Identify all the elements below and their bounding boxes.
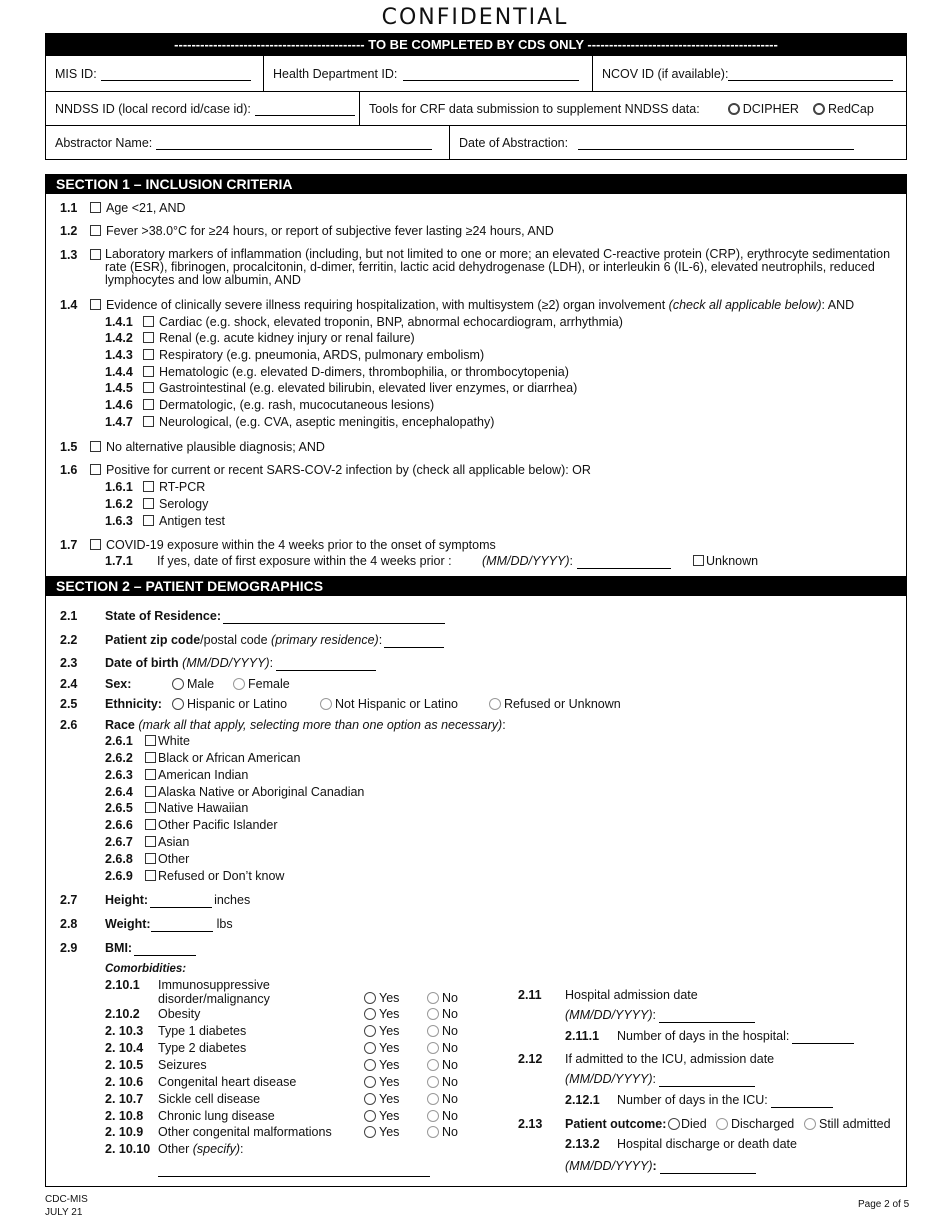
cds-banner: -------------------------------------------- TO BE COMPLETED BY CDS ONLY -------------------------------------------- <box>46 34 906 56</box>
comorbidity-label: Type 1 diabetes <box>158 1024 247 1038</box>
comorbidity-other-label: Other (specify): <box>158 1142 244 1156</box>
yes-radio[interactable] <box>364 1126 376 1138</box>
comorbidity-yes[interactable]: Yes <box>364 1041 399 1056</box>
item-num: 2.7 <box>60 893 78 907</box>
checkbox[interactable] <box>143 498 154 509</box>
test-antigen[interactable]: Antigen test <box>143 514 225 529</box>
still-admitted-radio[interactable] <box>804 1118 816 1130</box>
outcome-still-admitted-option[interactable]: Still admitted <box>804 1117 891 1132</box>
item-num: 2.12.1 <box>565 1093 600 1107</box>
checkbox[interactable] <box>145 870 156 881</box>
section1-header: SECTION 1 – INCLUSION CRITERIA <box>45 174 907 194</box>
form-date: JULY 21 <box>45 1207 83 1218</box>
no-radio[interactable] <box>427 1126 439 1138</box>
cds-section <box>45 33 907 160</box>
days-icu-field[interactable] <box>771 1094 833 1108</box>
criterion-fever[interactable]: Fever >38.0°C for ≥24 hours, or report of subjective fever lasting ≥24 hours, AND <box>90 224 554 239</box>
item-num: 2.3 <box>60 656 78 670</box>
no-radio[interactable] <box>427 1059 439 1071</box>
comorbidities-title: Comorbidities: <box>105 963 187 975</box>
criterion-age[interactable]: Age <21, AND <box>90 201 186 216</box>
checkbox[interactable] <box>143 481 154 492</box>
sex-male-option[interactable]: Male <box>172 677 214 692</box>
no-radio[interactable] <box>427 1025 439 1037</box>
checkbox[interactable] <box>90 441 101 452</box>
mis-id-field[interactable] <box>101 67 251 81</box>
race-option[interactable]: Refused or Don’t know <box>145 869 284 884</box>
redcap-radio[interactable] <box>813 103 825 115</box>
organ-neurological[interactable]: Neurological, (e.g. CVA, aseptic meningitis, encephalopathy) <box>143 415 494 430</box>
state-residence: State of Residence: <box>105 609 445 624</box>
no-radio[interactable] <box>427 1076 439 1088</box>
no-radio[interactable] <box>427 992 439 1004</box>
item-num: 1.4.6 <box>105 398 133 412</box>
item-num: 2. 10.3 <box>105 1024 144 1038</box>
item-num: 2.6.9 <box>105 869 133 883</box>
comorbidity-no[interactable]: No <box>427 1007 458 1022</box>
item-num: 1.4.2 <box>105 331 133 345</box>
dob-field[interactable] <box>276 657 376 671</box>
section2-header: SECTION 2 – PATIENT DEMOGRAPHICS <box>45 576 907 596</box>
comorbidity-yes[interactable]: Yes <box>364 1007 399 1022</box>
ncov-id-field[interactable] <box>728 67 893 81</box>
discharge-label: Hospital discharge or death date <box>617 1137 797 1151</box>
exposure-date-field[interactable] <box>577 555 671 569</box>
height: Height: inches <box>105 893 251 907</box>
abstractor-label: Abstractor Name: <box>55 135 153 150</box>
bmi-field[interactable] <box>134 942 196 956</box>
not-hispanic-radio[interactable] <box>320 698 332 710</box>
admission-label: Hospital admission date <box>565 988 698 1002</box>
criterion-severe-illness[interactable]: Evidence of clinically severe illness requiring hospitalization, with multisystem (≥2) organ involvement (check all applicable below): AND <box>90 298 854 313</box>
yes-radio[interactable] <box>364 1059 376 1071</box>
item-num: 2.10.2 <box>105 1007 140 1021</box>
item-num: 1.4.4 <box>105 365 133 379</box>
icu-label: If admitted to the ICU, admission date <box>565 1052 775 1066</box>
comorbidity-no[interactable]: No <box>427 1024 458 1039</box>
yes-radio[interactable] <box>364 1093 376 1105</box>
item-num: 1.4.5 <box>105 381 133 395</box>
no-radio[interactable] <box>427 1093 439 1105</box>
item-num: 1.2 <box>60 224 78 238</box>
race-label: Race (mark all that apply, selecting more than one option as necessary): <box>105 718 506 732</box>
exposure-unknown[interactable]: Unknown <box>693 554 758 569</box>
female-radio[interactable] <box>233 678 245 690</box>
item-num: 1.7.1 <box>105 554 133 568</box>
item-num: 2.1 <box>60 609 78 623</box>
item-num: 2.4 <box>60 677 78 691</box>
days-icu: Number of days in the ICU: <box>617 1093 833 1108</box>
race-option[interactable]: Black or African American <box>145 751 300 766</box>
item-num: 1.6.2 <box>105 497 133 511</box>
organ-gastrointestinal[interactable]: Gastrointestinal (e.g. elevated bilirubin, elevated liver enzymes, or diarrhea) <box>143 381 577 396</box>
checkbox[interactable] <box>145 735 156 746</box>
dcipher-radio[interactable] <box>728 103 740 115</box>
refused-radio[interactable] <box>489 698 501 710</box>
checkbox[interactable] <box>145 802 156 813</box>
organ-dermatologic[interactable]: Dermatologic, (e.g. rash, mucocutaneous lesions) <box>143 398 434 413</box>
checkbox[interactable] <box>143 515 154 526</box>
item-num: 2.6.5 <box>105 801 133 815</box>
patient-outcome: Patient outcome: <box>565 1117 667 1131</box>
nndss-id-label: NNDSS ID (local record id/case id): <box>55 101 251 116</box>
checkbox[interactable] <box>693 555 704 566</box>
died-radio[interactable] <box>668 1118 680 1130</box>
ethnicity-hispanic-option[interactable]: Hispanic or Latino <box>172 697 287 712</box>
checkbox[interactable] <box>145 836 156 847</box>
race-option[interactable]: White <box>145 734 190 749</box>
comorbidity-label: Sickle cell disease <box>158 1092 261 1106</box>
ncov-id-label: NCOV ID (if available): <box>602 66 729 81</box>
organ-cardiac[interactable]: Cardiac (e.g. shock, elevated troponin, BNP, abnormal echocardiogram, arrhythmia) <box>143 315 623 330</box>
organ-respiratory[interactable]: Respiratory (e.g. pneumonia, ARDS, pulmonary embolism) <box>143 348 484 363</box>
item-num: 2.13.2 <box>565 1137 600 1151</box>
comorbidity-no[interactable]: No <box>427 1092 458 1107</box>
outcome-discharged-option[interactable]: Discharged <box>716 1117 794 1132</box>
tools-label: Tools for CRF data submission to supplement NNDSS data: <box>369 101 700 116</box>
item-num: 2.9 <box>60 941 78 955</box>
race-option[interactable]: Other <box>145 852 189 867</box>
mis-id-label: MIS ID: <box>55 66 97 81</box>
organ-renal[interactable]: Renal (e.g. acute kidney injury or renal failure) <box>143 331 415 346</box>
criterion-lab-markers: Laboratory markers of inflammation (including, but not limited to one or more; an elevated C-reactive protein (CRP), erythrocyte sedimentation rate (ESR), fibrinogen, procalcitonin, d-dimer, ferritin, lactic acid dehydrogenase (LDH), or interleukin 6 (IL-6), elevated neutrophils, reduced lymphocytes and low albumin, AND <box>105 247 891 287</box>
zip-code: Patient zip code/postal code (primary residence): <box>105 633 444 648</box>
checkbox[interactable] <box>90 225 101 236</box>
hispanic-radio[interactable] <box>172 698 184 710</box>
item-num: 2.11.1 <box>565 1029 600 1043</box>
checkbox[interactable] <box>143 332 154 343</box>
yes-radio[interactable] <box>364 1008 376 1020</box>
no-radio[interactable] <box>427 1042 439 1054</box>
comorbidity-no[interactable]: No <box>427 1075 458 1090</box>
zip-code-field[interactable] <box>384 634 444 648</box>
health-dept-id-field[interactable] <box>403 67 579 81</box>
weight: Weight: lbs <box>105 917 233 931</box>
checkbox[interactable] <box>143 316 154 327</box>
ethnicity-refused-option[interactable]: Refused or Unknown <box>489 697 621 712</box>
yes-radio[interactable] <box>364 1110 376 1122</box>
item-num: 1.6.3 <box>105 514 133 528</box>
tool-redcap-option[interactable]: RedCap <box>813 102 874 116</box>
days-hospital: Number of days in the hospital: <box>617 1029 854 1044</box>
item-num: 2.6.1 <box>105 734 133 748</box>
item-num: 1.3 <box>60 248 78 262</box>
checkbox[interactable] <box>90 202 101 213</box>
organ-hematologic[interactable]: Hematologic (e.g. elevated D-dimers, thrombophilia, or thrombocytopenia) <box>143 365 569 380</box>
item-num: 2.6.6 <box>105 818 133 832</box>
item-num: 1.1 <box>60 201 78 215</box>
item-num: 2. 10.10 <box>105 1142 151 1156</box>
comorbidity-yes[interactable]: Yes <box>364 1125 399 1140</box>
comorbidity-yes[interactable]: Yes <box>364 1109 399 1124</box>
item-num: 2.6.4 <box>105 785 133 799</box>
item-num: 2.6.3 <box>105 768 133 782</box>
state-residence-field[interactable] <box>223 610 445 624</box>
cds-row-abstractor <box>46 125 906 159</box>
checkbox[interactable] <box>145 786 156 797</box>
cds-row-ids <box>46 56 906 91</box>
sex-label: Sex: <box>105 677 132 691</box>
race-option[interactable]: Native Hawaiian <box>145 801 248 816</box>
no-radio[interactable] <box>427 1008 439 1020</box>
form-code: CDC-MIS <box>45 1194 88 1205</box>
ethnicity-not-hispanic-option[interactable]: Not Hispanic or Latino <box>320 697 458 712</box>
comorbidity-yes[interactable]: Yes <box>364 1075 399 1090</box>
item-num: 1.6.1 <box>105 480 133 494</box>
checkbox[interactable] <box>143 349 154 360</box>
test-serology[interactable]: Serology <box>143 497 208 512</box>
comorbidity-label: Type 2 diabetes <box>158 1041 247 1055</box>
abstraction-date-label: Date of Abstraction: <box>459 135 569 150</box>
discharge-date: (MM/DD/YYYY): <box>565 1159 756 1174</box>
outcome-died-option[interactable]: Died <box>668 1117 707 1132</box>
item-num: 1.5 <box>60 440 78 454</box>
page-number: Page 2 of 5 <box>858 1199 910 1210</box>
item-num: 1.4.7 <box>105 415 133 429</box>
comorbidity-label: Seizures <box>158 1058 207 1072</box>
exposure-date-label: If yes, date of first exposure within the 4 weeks prior : <box>157 554 452 568</box>
item-num: 2.8 <box>60 917 78 931</box>
comorbidity-label: Congenital heart disease <box>158 1075 297 1089</box>
race-option[interactable]: Alaska Native or Aboriginal Canadian <box>145 785 364 800</box>
race-option[interactable]: American Indian <box>145 768 248 783</box>
tool-dcipher-option[interactable]: DCIPHER <box>728 102 799 116</box>
weight-field[interactable] <box>151 918 213 932</box>
item-num: 2.5 <box>60 697 78 711</box>
checkbox[interactable] <box>145 819 156 830</box>
comorbidity-no[interactable]: No <box>427 1041 458 1056</box>
item-num: 2.6.2 <box>105 751 133 765</box>
comorbidity-yes[interactable]: Yes <box>364 1058 399 1073</box>
comorbidity-label: Immunosuppressive disorder/malignancy <box>158 978 270 1006</box>
date-of-birth: Date of birth (MM/DD/YYYY): <box>105 656 376 671</box>
item-num: 1.4.1 <box>105 315 133 329</box>
comorbidity-label: Other congenital malformations <box>158 1125 332 1139</box>
item-num: 2.11 <box>518 988 542 1002</box>
item-num: 2. 10.9 <box>105 1125 144 1139</box>
item-num: 2.13 <box>518 1117 543 1131</box>
comorbidity-no[interactable]: No <box>427 1125 458 1140</box>
abstraction-date-field[interactable] <box>578 136 854 150</box>
checkbox[interactable] <box>90 299 101 310</box>
comorbidity-other-field[interactable] <box>158 1163 430 1177</box>
icu-date: (MM/DD/YYYY): <box>565 1072 755 1087</box>
page-title: CONFIDENTIAL <box>381 5 569 30</box>
item-num: 2.2 <box>60 633 78 647</box>
ethnicity-label: Ethnicity: <box>105 697 162 711</box>
criterion-exposure[interactable]: COVID-19 exposure within the 4 weeks prior to the onset of symptoms <box>90 538 496 553</box>
comorbidity-yes[interactable]: Yes <box>364 1092 399 1107</box>
comorbidity-yes[interactable]: Yes <box>364 1024 399 1039</box>
item-num: 2. 10.4 <box>105 1041 144 1055</box>
race-option[interactable]: Asian <box>145 835 189 850</box>
checkbox[interactable] <box>90 539 101 550</box>
checkbox[interactable] <box>90 464 101 475</box>
sex-female-option[interactable]: Female <box>233 677 290 692</box>
comorbidity-label: Chronic lung disease <box>158 1109 275 1123</box>
footer-left <box>45 1193 88 1219</box>
yes-radio[interactable] <box>364 992 376 1004</box>
item-num: 1.7 <box>60 538 78 552</box>
item-num: 2. 10.7 <box>105 1092 144 1106</box>
admission-date: (MM/DD/YYYY): <box>565 1008 755 1023</box>
item-num: 2. 10.6 <box>105 1075 144 1089</box>
male-radio[interactable] <box>172 678 184 690</box>
race-option[interactable]: Other Pacific Islander <box>145 818 278 833</box>
yes-radio[interactable] <box>364 1025 376 1037</box>
checkbox[interactable] <box>145 769 156 780</box>
admission-date-field[interactable] <box>659 1009 755 1023</box>
item-num: 2.12 <box>518 1052 543 1066</box>
criterion-no-alternative[interactable]: No alternative plausible diagnosis; AND <box>90 440 325 455</box>
test-rt-pcr[interactable]: RT-PCR <box>143 480 205 495</box>
checkbox[interactable] <box>143 416 154 427</box>
comorbidity-no[interactable]: No <box>427 991 458 1006</box>
comorbidity-label: Obesity <box>158 1007 201 1021</box>
icu-date-field[interactable] <box>659 1073 755 1087</box>
nndss-id-field[interactable] <box>255 102 355 116</box>
health-dept-id-label: Health Department ID: <box>273 66 398 81</box>
checkbox[interactable] <box>143 399 154 410</box>
item-num: 2.6 <box>60 718 78 732</box>
checkbox[interactable] <box>90 249 101 260</box>
item-num: 2.10.1 <box>105 978 140 992</box>
yes-radio[interactable] <box>364 1042 376 1054</box>
discharge-date-field[interactable] <box>660 1160 756 1174</box>
checkbox[interactable] <box>145 853 156 864</box>
item-num: 1.4.3 <box>105 348 133 362</box>
comorbidity-no[interactable]: No <box>427 1109 458 1124</box>
height-field[interactable] <box>150 894 212 908</box>
yes-radio[interactable] <box>364 1076 376 1088</box>
discharged-radio[interactable] <box>716 1118 728 1130</box>
comorbidity-yes[interactable]: Yes <box>364 991 399 1006</box>
criterion-lab-markers-checkbox[interactable] <box>90 248 106 263</box>
exposure-date-format: (MM/DD/YYYY): <box>482 554 671 569</box>
bmi: BMI: <box>105 941 196 956</box>
days-hospital-field[interactable] <box>792 1030 854 1044</box>
item-num: 2.6.8 <box>105 852 133 866</box>
checkbox[interactable] <box>143 366 154 377</box>
item-num: 1.4 <box>60 298 78 312</box>
item-num: 2.6.7 <box>105 835 133 849</box>
item-num: 2. 10.8 <box>105 1109 144 1123</box>
cds-row-nndss <box>46 91 906 125</box>
item-num: 2. 10.5 <box>105 1058 144 1072</box>
comorbidity-no[interactable]: No <box>427 1058 458 1073</box>
checkbox[interactable] <box>143 382 154 393</box>
item-num: 1.6 <box>60 463 78 477</box>
criterion-sars-positive[interactable]: Positive for current or recent SARS-COV-2 infection by (check all applicable below): OR <box>90 463 591 478</box>
checkbox[interactable] <box>145 752 156 763</box>
abstractor-field[interactable] <box>156 136 432 150</box>
no-radio[interactable] <box>427 1110 439 1122</box>
